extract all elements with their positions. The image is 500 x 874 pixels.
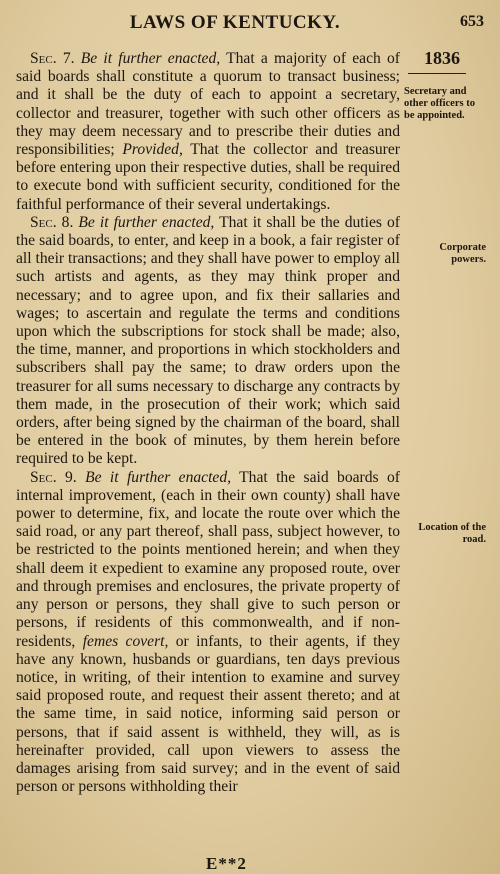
sidenote-location: Location of the road. [418, 522, 486, 545]
section-8 [16, 214, 400, 469]
section-text: That a majority of each of said boards shall constitute a quorum to transact business; and it shall be the duty of each to appoint a secretary, collector and treasurer, together with such other officers as they may deem necessary and to prescribe their duties and responsibilities; [16, 50, 401, 159]
enacting-phrase: Be it further enacted, [80, 50, 221, 67]
body-text [16, 50, 400, 796]
section-text: That it shall be the duties of the said boards, to enter, and keep in a book, a fair register of all their transactions; and they shall have power to employ all such artists and agents, as they may think proper and necessary; and to agree upon, and fix their sallaries and wages; to ascertain and regulate the terms and conditions upon which the subscriptions for stock shall be made; also, the time, manner, and proportions in which stockholders and subscribers shall pay the same; to draw orders upon the treasurer for all sums necessary to discharge any contracts by them made, in the prosecution of their work; which said orders, after being signed by the chairman of the board, shall be entered in the book of minutes, by them herein before required to be kept. [16, 213, 400, 468]
section-number: Sec. 7. [30, 50, 75, 67]
section-text-continued: or infants, to their agents, if they have any known, husbands or guardians, ten days previous notice, in writing, of their intention to examine and survey said proposed route, and request their assent thereto; and at the same time, in said notice, informing said person or persons, that if said assent is withheld, they will, as is hereinafter provided, call upon viewers to assess the damages arising from said survey; and in the event of said person or persons withholding their [16, 632, 400, 796]
sidenote-corporate-powers: Corporate powers. [439, 242, 486, 265]
proviso: Provided, [122, 141, 183, 159]
running-head [0, 12, 500, 34]
year-rule [408, 73, 466, 74]
enacting-phrase: Be it further enacted, [78, 213, 215, 231]
latin-term: femes covert, [82, 632, 169, 650]
page-title: LAWS OF KENTUCKY. [129, 12, 341, 33]
margin-year: 1836 [424, 48, 460, 68]
enacting-phrase: Be it further enacted, [85, 468, 232, 486]
section-text-continued: That the collector and treasurer before entering upon their respective duties, shall be required to execute bond with sufficient security, conditioned for the faithful performance of their several undertakings. [16, 141, 400, 213]
section-number: Sec. 9. [30, 468, 77, 486]
sidenote-officers: Secretary and other officers to be appointed. [404, 86, 475, 121]
page-number: 653 [460, 13, 484, 30]
signature-mark: E**2 [206, 854, 247, 873]
section-7 [16, 50, 400, 214]
section-9 [16, 469, 400, 797]
section-text: That the said boards of internal improvement, (each in their own county) shall have power to determine, fix, and locate the route over which the said road, or any part thereof, shall pass, subject however, to be restricted to the points mentioned herein; and when they shall deem it expedient to examine any proposed route, over and through premises and enclosures, the private property of any person or persons, they shall give to such person or persons, if residents of this commonwealth, and if non-residents, [16, 468, 400, 650]
section-number: Sec. 8. [30, 213, 74, 231]
